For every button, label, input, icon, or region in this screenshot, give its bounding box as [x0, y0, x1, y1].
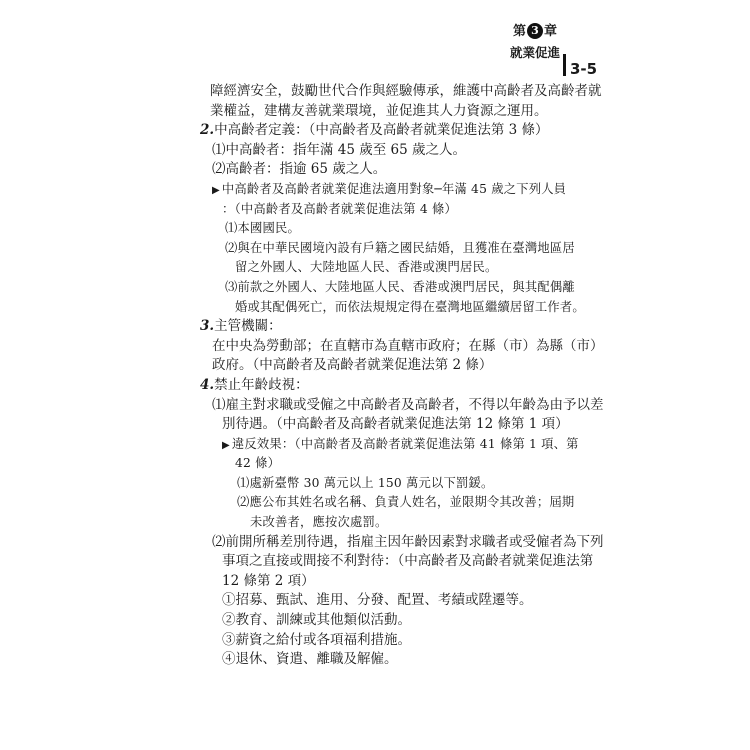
running-header: [510, 22, 598, 78]
play-arrow-icon: ▶: [212, 184, 220, 196]
section-heading: [150, 376, 590, 396]
list-item: ⑴本國國民。: [225, 221, 300, 236]
chapter-number-badge: 3: [527, 23, 543, 39]
note-line: ：（中高齡者及高齡者就業促進法第 4 條）: [222, 201, 458, 216]
list-item: ⑵與在中華民國境內設有戶籍之國民結婚，且獲准在臺灣地區居: [225, 240, 575, 255]
chapter-suffix: 章: [544, 24, 558, 39]
page-body: [150, 82, 604, 670]
list-item: ①招募、甄試、進用、分發、配置、考績或陞遷等。: [222, 592, 533, 609]
list-item-continued: 事項之直接或間接不利對待：（中高齡者及高齡者就業促進法第: [222, 553, 594, 570]
note-line: [150, 180, 590, 200]
list-item: ④退休、資遣、離職及解僱。: [222, 651, 398, 668]
list-item-continued: 婚或其配偶死亡，而依法規規定得在臺灣地區繼續居留工作者。: [235, 299, 585, 314]
play-arrow-icon: ▶: [222, 439, 230, 451]
list-item-continued: 12 條第 2 項）: [222, 572, 315, 589]
heading-text: 禁止年齡歧視：: [214, 376, 309, 393]
list-item: ③薪資之給付或各項福利措施。: [222, 631, 411, 648]
heading-number: 2.: [200, 122, 215, 139]
text-line: 在中央為勞動部；在直轄市為直轄市政府；在縣（市）為縣（市）: [212, 337, 604, 354]
list-item: ⑵應公布其姓名或名稱、負責人姓名，並限期令其改善；屆期: [237, 495, 575, 510]
list-item: ⑶前款之外國人、大陸地區人民、香港或澳門居民，與其配偶離: [225, 279, 575, 294]
section-title: 就業促進: [510, 45, 561, 60]
note-text: 違反效果：（中高齡者及高齡者就業促進法第 41 條第 1 項、第: [231, 436, 579, 451]
note-text: 中高齡者及高齡者就業促進法適用對象─年滿 45 歲之下列人員: [221, 181, 567, 196]
text-line: 政府。（中高齡者及高齡者就業促進法第 2 條）: [212, 357, 493, 374]
note-line: 42 條）: [235, 456, 281, 471]
section-heading: [150, 317, 590, 337]
text-line: 障經濟安全，鼓勵世代合作與經驗傳承，維護中高齡者及高齡者就: [210, 83, 602, 99]
section-heading: [150, 121, 590, 141]
list-item-continued: 別待遇。（中高齡者及高齡者就業促進法第 12 條第 1 項）: [222, 416, 569, 433]
list-item-continued: 留之外國人、大陸地區人民、香港或澳門居民。: [235, 260, 498, 275]
chapter-label: [510, 22, 560, 42]
text-line: 業權益，建構友善就業環境，並促進其人力資源之運用。: [210, 102, 548, 119]
heading-number: 3.: [200, 318, 215, 335]
heading-text: 中高齡者定義：（中高齡者及高齡者就業促進法第 3 條）: [214, 122, 549, 139]
heading-number: 4.: [200, 376, 215, 393]
list-item: ⑴雇主對求職或受僱之中高齡者及高齡者，不得以年齡為由予以差: [212, 396, 604, 413]
list-item-continued: 未改善者，應按次處罰。: [250, 515, 388, 530]
list-item: ⑴中高齡者：指年滿 45 歲至 65 歲之人。: [212, 141, 467, 158]
list-item: ⑴處新臺幣 30 萬元以上 150 萬元以下罰鍰。: [237, 475, 494, 490]
page-number: 3-5: [570, 60, 598, 78]
heading-text: 主管機關：: [214, 318, 282, 335]
note-line: [150, 435, 590, 455]
list-item: ②教育、訓練或其他類似活動。: [222, 612, 411, 629]
header-divider: [563, 54, 566, 76]
list-item: ⑵高齡者：指逾 65 歲之人。: [212, 161, 387, 178]
chapter-prefix: 第: [512, 24, 526, 39]
list-item: ⑵前開所稱差別待遇，指雇主因年齡因素對求職者或受僱者為下列: [212, 533, 604, 550]
